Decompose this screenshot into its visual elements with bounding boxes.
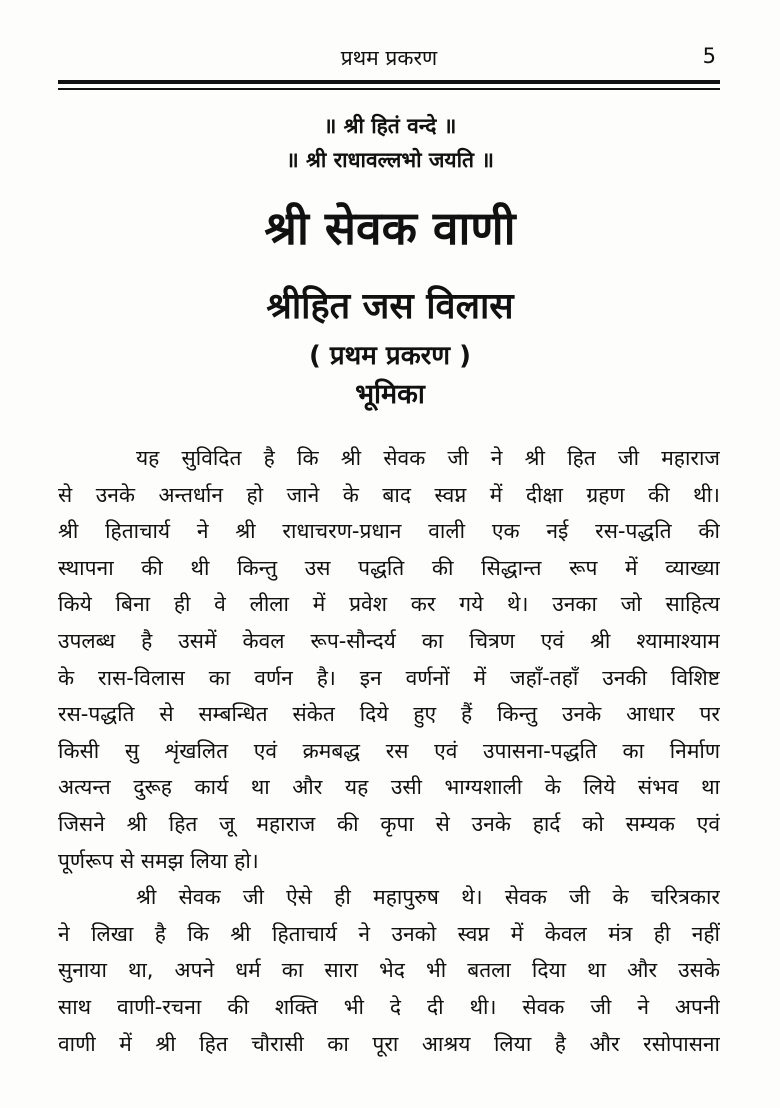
invocation-line-1: ॥ श्री हितं वन्दे ॥ [323, 114, 457, 138]
paragraph-1-line: किये बिना ही वे लीला में प्रवेश कर गये थे। उनका जो साहित्य [58, 592, 720, 617]
paragraph-1-line: यह सुविदित है कि श्री सेवक जी ने श्री हित जी महाराज [136, 446, 720, 470]
paragraph-1-line: श्री हिताचार्य ने श्री राधाचरण-प्रधान वाली एक नई रस-पद्धति की [58, 519, 720, 544]
paragraph-2-line: साथ वाणी-रचना की शक्ति भी दे दी थी। सेवक जी ने अपनी [58, 994, 720, 1019]
paragraph-1-line: स्थापना की थी किन्तु उस पद्धति की सिद्धान्त रूप में व्याख्या [58, 555, 720, 580]
body-text [58, 440, 720, 1062]
chapter-name: ( प्रथम प्रकरण ) [308, 341, 472, 371]
book-title: श्री सेवक वाणी [264, 201, 516, 255]
invocation-line-2: ॥ श्री राधावल्लभो जयति ॥ [286, 148, 494, 172]
paragraph-1-line: से उनके अन्तर्धान हो जाने के बाद स्वप्न में दीक्षा ग्रहण की थी। [58, 482, 720, 507]
paragraph-1-line: रस-पद्धति से सम्बन्धित संकेत दिये हुए हैं किन्तु उनके आधार पर [58, 702, 720, 727]
book-subtitle: श्रीहित जस विलास [266, 286, 514, 327]
header-rule-thin [58, 88, 720, 90]
paragraph-1-line: किसी सु शृंखलित एवं क्रमबद्ध रस एवं उपासना-पद्धति का निर्माण [58, 738, 720, 763]
paragraph-1-line: उपलब्ध है उसमें केवल रूप-सौन्दर्य का चित्रण एवं श्री श्यामाश्याम [58, 628, 720, 653]
page-number: 5 [702, 44, 716, 68]
paragraph-2-line: सुनाया था, अपने धर्म का सारा भेद भी बतला दिया था और उसके [58, 958, 720, 983]
paragraph-1-last-line: पूर्णरूप से समझ लिया हो। [58, 848, 259, 873]
header-rule-thick [58, 80, 720, 84]
paragraph-2-line: श्री सेवक जी ऐसे ही महापुरुष थे। सेवक जी के चरित्रकार [136, 885, 720, 910]
paragraph-1-line: अत्यन्त दुरूह कार्य था और यह उसी भाग्यशाली के लिये संभव था [58, 775, 720, 800]
section-heading: भूमिका [355, 379, 425, 410]
paragraph-2-line: वाणी में श्री हित चौरासी का पूरा आश्रय लिया है और रसोपासना [58, 1031, 720, 1056]
running-header-title: प्रथम प्रकरण [340, 46, 438, 70]
running-header [58, 40, 720, 76]
paragraph-1-line: जिसने श्री हित जू महाराज की कृपा से उनके हार्द को सम्यक एवं [58, 811, 720, 836]
paragraph-1-line: के रास-विलास का वर्णन है। इन वर्णनों में जहाँ-तहाँ उनकी विशिष्ट [58, 665, 720, 690]
paragraph-2-line: ने लिखा है कि श्री हिताचार्य ने उनको स्वप्न में केवल मंत्र ही नहीं [58, 921, 720, 946]
